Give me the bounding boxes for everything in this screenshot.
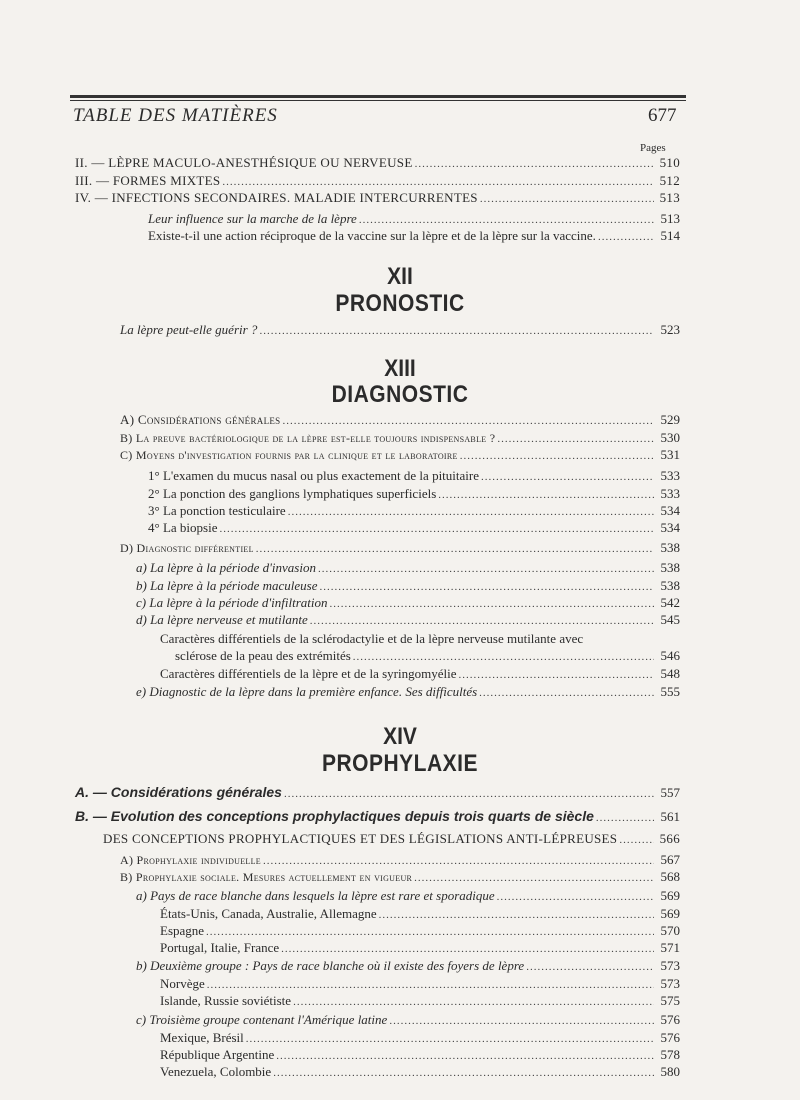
chapter-number: XII xyxy=(387,263,413,290)
toc-entry: C) Moyens d'investigation fournis par la clinique et le laboratoire ..... 531 xyxy=(120,447,680,464)
pages-column-label: Pages xyxy=(640,142,666,154)
toc-entry: B. — Evolution des conceptions prophylactiques depuis trois quarts de siècle ..... 561 xyxy=(75,808,680,826)
toc-entry: Norvège ..... 573 xyxy=(160,976,680,993)
toc-entry: États-Unis, Canada, Australie, Allemagne ..... 569 xyxy=(160,906,680,923)
header-rule-thick xyxy=(70,95,686,98)
toc-entry: 4° La biopsie ..... 534 xyxy=(148,520,680,537)
header-rule-thin xyxy=(70,100,686,101)
toc-entry: c) Troisième groupe contenant l'Amérique latine ..... 576 xyxy=(136,1012,680,1029)
toc-entry: République Argentine ..... 578 xyxy=(160,1047,680,1064)
toc-entry: III. — FORMES MIXTES ..... 512 xyxy=(75,173,680,190)
toc-entry: Espagne ..... 570 xyxy=(160,923,680,940)
running-title: TABLE DES MATIÈRES xyxy=(73,105,278,126)
toc-entry: b) Deuxième groupe : Pays de race blanche où il existe des foyers de lèpre ..... 573 xyxy=(136,958,680,975)
page-number: 677 xyxy=(648,105,677,126)
toc-entry: DES CONCEPTIONS PROPHYLACTIQUES ET DES LÉGISLATIONS ANTI-LÉPREUSES ..... 566 xyxy=(103,831,680,848)
toc-entry: Venezuela, Colombie ..... 580 xyxy=(160,1064,680,1081)
toc-entry: a) La lèpre à la période d'invasion ..... 538 xyxy=(136,560,680,577)
chapter-title: PROPHYLAXIE xyxy=(321,750,479,777)
toc-entry: c) La lèpre à la période d'infiltration ..... 542 xyxy=(136,595,680,612)
toc-entry: sclérose de la peau des extrémités ..... 546 xyxy=(175,648,680,665)
toc-entry: Portugal, Italie, France ..... 571 xyxy=(160,940,680,957)
chapter-number: XIII xyxy=(384,355,416,382)
toc-entry: A. — Considérations générales ..... 557 xyxy=(75,784,680,802)
chapter-title: PRONOSTIC xyxy=(335,290,465,317)
toc-entry: Islande, Russie soviétiste ..... 575 xyxy=(160,993,680,1010)
toc-entry: 2° La ponction des ganglions lymphatiques superficiels ..... 533 xyxy=(148,486,680,503)
chapter-title: DIAGNOSTIC xyxy=(331,381,469,408)
toc-entry: B) La preuve bactériologique de la lèpre est-elle toujours indispensable ? ..... 530 xyxy=(120,430,680,447)
toc-entry: e) Diagnostic de la lèpre dans la première enfance. Ses difficultés ..... 555 xyxy=(136,684,680,701)
toc-entry: D) Diagnostic différentiel ..... 538 xyxy=(120,540,680,557)
toc-entry: Mexique, Brésil ..... 576 xyxy=(160,1030,680,1047)
toc-entry: B) Prophylaxie sociale. Mesures actuellement en vigueur ..... 568 xyxy=(120,869,680,886)
toc-entry: 1° L'examen du mucus nasal ou plus exactement de la pituitaire ..... 533 xyxy=(148,468,680,485)
toc-entry: Existe-t-il une action réciproque de la vaccine sur la lèpre et de la lèpre sur la vaccine. ..... 514 xyxy=(148,228,680,245)
toc-entry: a) Pays de race blanche dans lesquels la lèpre est rare et sporadique ..... 569 xyxy=(136,888,680,905)
toc-entry: A) Considérations générales ..... 529 xyxy=(120,412,680,429)
toc-entry: b) La lèpre à la période maculeuse ..... 538 xyxy=(136,578,680,595)
toc-entry: La lèpre peut-elle guérir ? ..... 523 xyxy=(120,322,680,339)
toc-entry: Caractères différentiels de la lèpre et de la syringomyélie ..... 548 xyxy=(160,666,680,683)
toc-entry: Caractères différentiels de la sclérodactylie et de la lèpre nerveuse mutilante avec xyxy=(160,631,584,646)
toc-entry: A) Prophylaxie individuelle ..... 567 xyxy=(120,852,680,869)
toc-entry: 3° La ponction testiculaire ..... 534 xyxy=(148,503,680,520)
toc-entry: Leur influence sur la marche de la lèpre ..... 513 xyxy=(148,211,680,228)
toc-entry: IV. — INFECTIONS SECONDAIRES. MALADIE INTERCURRENTES ..... 513 xyxy=(75,190,680,207)
chapter-number: XIV xyxy=(383,723,417,750)
toc-entry: d) La lèpre nerveuse et mutilante ..... 545 xyxy=(136,612,680,629)
toc-entry: II. — LÈPRE MACULO-ANESTHÉSIQUE OU NERVEUSE ..... 510 xyxy=(75,155,680,172)
